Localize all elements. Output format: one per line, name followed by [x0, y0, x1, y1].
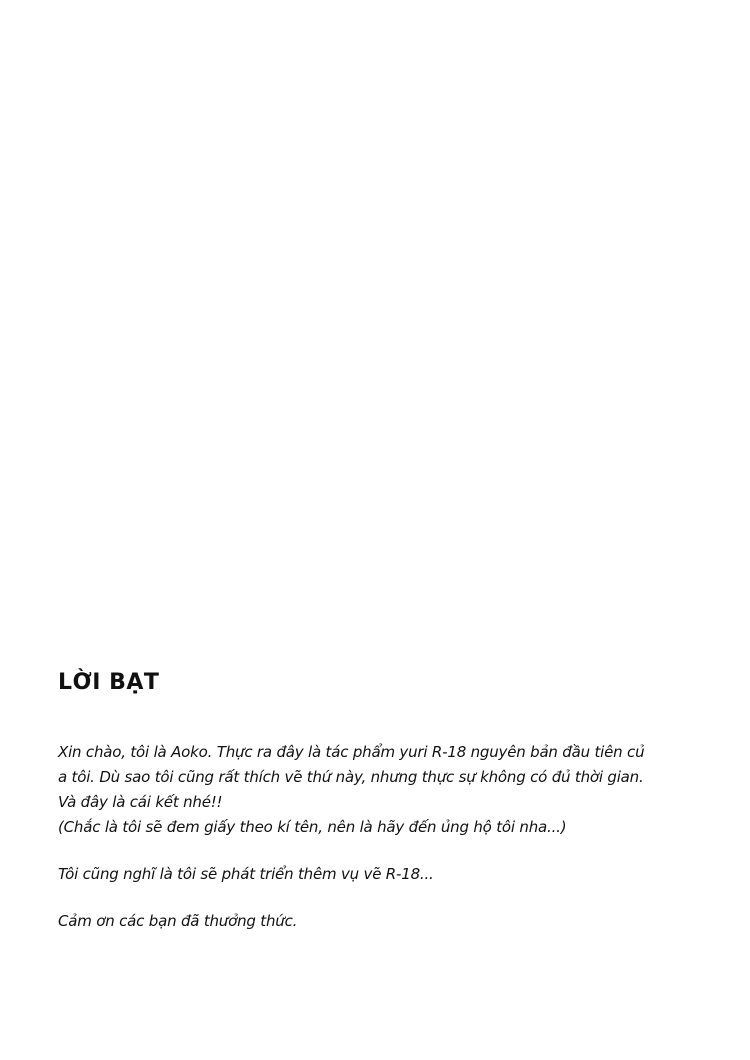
paragraph-gap: [58, 887, 718, 909]
intro-line-3: Và đây là cái kết nhé!!: [58, 793, 223, 811]
paragraph-gap: [58, 840, 718, 862]
intro-line-4: (Chắc là tôi sẽ đem giấy theo kí tên, nên là hãy đến ủng hộ tôi nha...): [58, 818, 567, 836]
plans-line: Tôi cũng nghĩ là tôi sẽ phát triển thêm vụ vẽ R-18...: [58, 865, 434, 883]
thanks-line: Cảm ơn các bạn đã thưởng thức.: [58, 912, 298, 930]
intro-line-1: Xin chào, tôi là Aoko. Thực ra đây là tác phẩm yuri R-18 nguyên bản đầu tiên củ: [58, 743, 645, 761]
afterword-paragraph-intro: [58, 740, 718, 840]
afterword-paragraph-plans: [58, 862, 718, 887]
intro-line-2: a tôi. Dù sao tôi cũng rất thích vẽ thứ này, nhưng thực sự không có đủ thời gian.: [58, 768, 644, 786]
afterword-section: [58, 668, 718, 934]
afterword-paragraph-thanks: [58, 909, 718, 934]
afterword-title: LỜI BẠT: [58, 670, 160, 695]
